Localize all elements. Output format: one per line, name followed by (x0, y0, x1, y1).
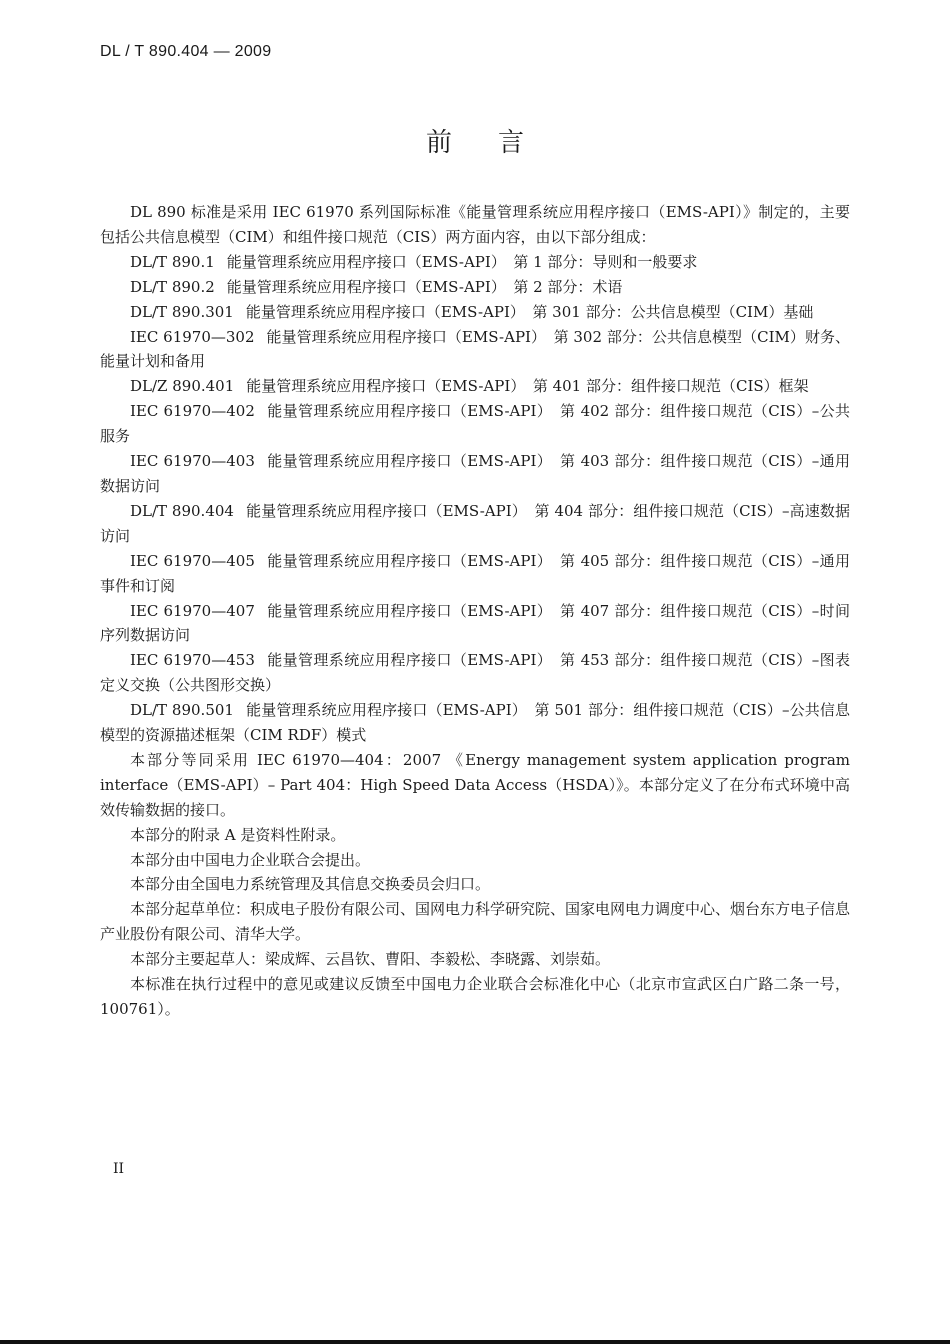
paragraph-text: 本部分的附录 A 是资料性附录。 (130, 825, 346, 844)
paragraph-text: 本部分主要起草人：梁成辉、云昌钦、曹阳、李毅松、李晓露、刘崇茹。 (130, 950, 611, 969)
part-title: 能量管理系统应用程序接口（EMS-API） 第 2 部分：术语 (226, 277, 623, 296)
part-list-item (100, 499, 850, 549)
page-number: II (113, 1161, 125, 1177)
paragraph-adoption (100, 748, 850, 823)
paragraph-text: DL 890 标准是采用 IEC 61970 系列国际标准《能量管理系统应用程序接口（EMS-API）》制定的，主要包括公共信息模型（CIM）和组件接口规范（CIS）两方面内容，由以下部分组成： (100, 203, 850, 246)
paragraph-text: 本部分由全国电力系统管理及其信息交换委员会归口。 (130, 875, 491, 894)
paragraph-intro (100, 200, 850, 250)
part-list-item (100, 599, 850, 649)
part-code: IEC 61970—407 (130, 601, 255, 620)
paragraph-drafting-units (100, 897, 850, 947)
part-list-item (100, 325, 850, 375)
part-list-item (100, 374, 850, 399)
paragraph-feedback (100, 972, 850, 1022)
part-title: 能量管理系统应用程序接口（EMS-API） 第 453 部分：组件接口规范（CIS）–图表定义交换（公共图形交换） (100, 651, 850, 695)
paragraph-proposer (100, 848, 850, 873)
part-list-item (100, 300, 850, 325)
part-title: 能量管理系统应用程序接口（EMS-API） 第 301 部分：公共信息模型（CIM）基础 (245, 302, 814, 321)
bottom-rule (0, 1340, 950, 1344)
part-title: 能量管理系统应用程序接口（EMS-API） 第 1 部分：导则和一般要求 (226, 252, 698, 271)
paragraph-annex (100, 823, 850, 848)
part-title: 能量管理系统应用程序接口（EMS-API） 第 402 部分：组件接口规范（CIS）–公共服务 (100, 402, 850, 446)
paragraph-text: 本部分等同采用 IEC 61970—404：2007 《Energy management system application program interface（EMS-API）– Part 404：High Speed Data Access（HSDA）》。本部分定义了在分布式环境中高效传输数据的接口。 (100, 750, 850, 819)
foreword-body (100, 200, 850, 1022)
part-code: IEC 61970—402 (130, 402, 255, 421)
part-title: 能量管理系统应用程序接口（EMS-API） 第 401 部分：组件接口规范（CIS）框架 (246, 377, 809, 396)
part-list-item (100, 698, 850, 748)
part-code: DL/T 890.301 (130, 302, 234, 321)
part-list-item (100, 275, 850, 300)
part-code: DL/T 890.404 (130, 501, 234, 520)
part-code: DL/Z 890.401 (130, 377, 235, 396)
part-code: IEC 61970—403 (130, 452, 255, 471)
part-title: 能量管理系统应用程序接口（EMS-API） 第 403 部分：组件接口规范（CIS）–通用数据访问 (100, 452, 850, 495)
part-code: IEC 61970—302 (130, 327, 255, 346)
page-title: 前言 (425, 128, 570, 158)
part-code: IEC 61970—453 (130, 651, 255, 670)
part-title: 能量管理系统应用程序接口（EMS-API） 第 405 部分：组件接口规范（CIS）–通用事件和订阅 (100, 551, 850, 595)
paragraph-text: 本部分起草单位：积成电子股份有限公司、国网电力科学研究院、国家电网电力调度中心、烟台东方电子信息产业股份有限公司、清华大学。 (100, 900, 851, 944)
part-code: DL/T 890.501 (130, 701, 234, 720)
part-list-item (100, 549, 850, 599)
part-title: 能量管理系统应用程序接口（EMS-API） 第 404 部分：组件接口规范（CIS）–高速数据访问 (100, 501, 851, 545)
part-code: DL/T 890.2 (130, 277, 215, 296)
standard-code-header: DL / T 890.404 — 2009 (100, 43, 272, 60)
part-list-item (100, 399, 850, 449)
part-title: 能量管理系统应用程序接口（EMS-API） 第 501 部分：组件接口规范（CIS）–公共信息模型的资源描述框架（CIM RDF）模式 (100, 701, 851, 745)
part-title: 能量管理系统应用程序接口（EMS-API） 第 407 部分：组件接口规范（CIS）–时间序列数据访问 (100, 601, 850, 645)
paragraph-drafters (100, 947, 850, 972)
paragraph-committee (100, 872, 850, 897)
paragraph-text: 本部分由中国电力企业联合会提出。 (130, 850, 371, 869)
part-list-item (100, 250, 850, 275)
part-code: IEC 61970—405 (130, 551, 255, 570)
part-list-item (100, 648, 850, 698)
part-title: 能量管理系统应用程序接口（EMS-API） 第 302 部分：公共信息模型（CIM）财务、能量计划和备用 (100, 327, 851, 371)
part-list-item (100, 449, 850, 499)
part-code: DL/T 890.1 (130, 252, 215, 271)
paragraph-text: 本标准在执行过程中的意见或建议反馈至中国电力企业联合会标准化中心（北京市宣武区白广路二条一号，100761）。 (100, 975, 850, 1018)
